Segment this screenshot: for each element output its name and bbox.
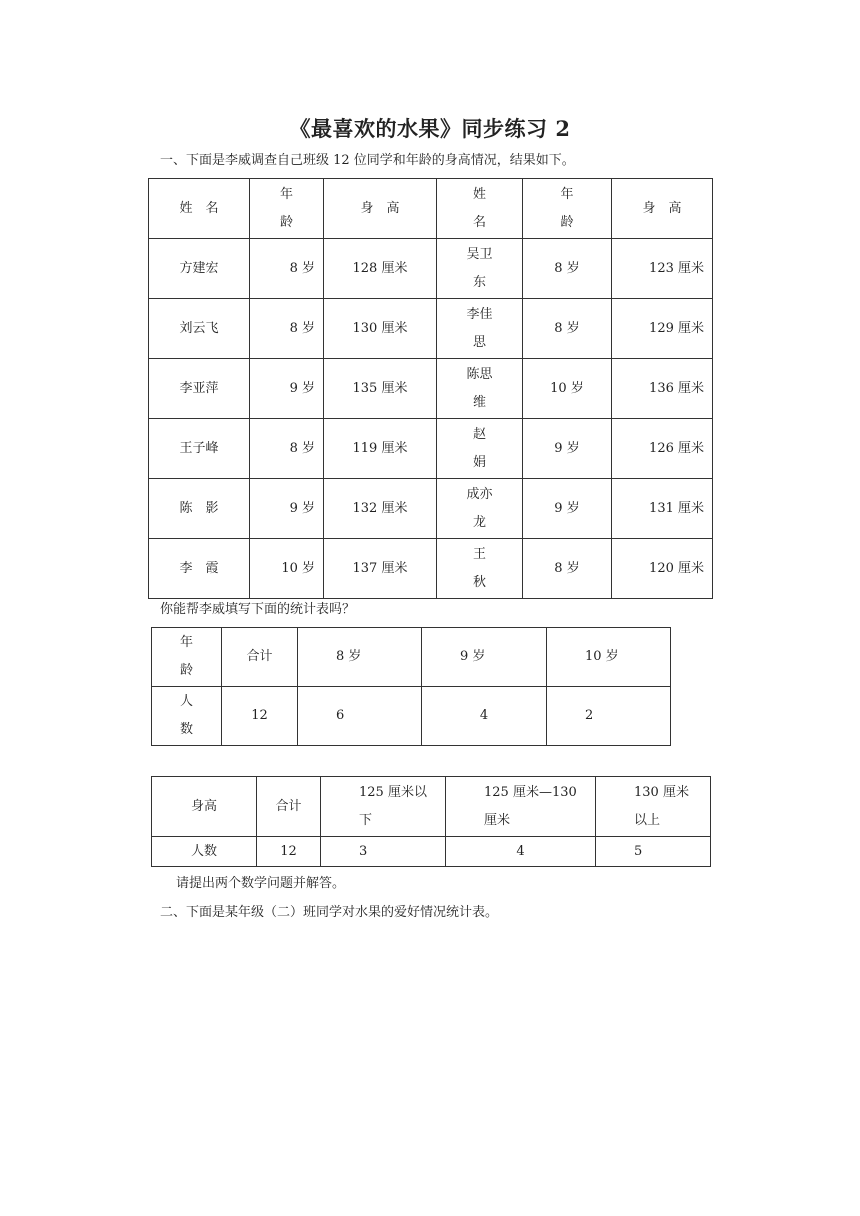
table-row <box>149 479 713 539</box>
height-count-over-130: 5 <box>596 837 711 867</box>
header-age-2: 年 龄 <box>523 179 612 239</box>
height-count-row <box>152 837 711 867</box>
height-header-total: 合计 <box>257 777 321 837</box>
student-name-2: 成亦 龙 <box>437 479 523 539</box>
count-row-label: 人 数 <box>152 687 222 746</box>
student-name: 刘云飞 <box>149 299 250 359</box>
student-name: 方建宏 <box>149 239 250 299</box>
height-count-under-125: 3 <box>321 837 446 867</box>
question-1-followup: 请提出两个数学问题并解答。 <box>176 876 346 891</box>
student-height: 132 厘米 <box>324 479 437 539</box>
height-count-label: 人数 <box>152 837 257 867</box>
age-header-8: 8 岁 <box>298 628 422 687</box>
table-row <box>149 239 713 299</box>
header-height: 身 高 <box>324 179 437 239</box>
student-age-2: 8 岁 <box>523 239 612 299</box>
age-header-10: 10 岁 <box>547 628 671 687</box>
header-height-2: 身 高 <box>612 179 713 239</box>
age-header-row <box>152 628 671 687</box>
student-age: 8 岁 <box>250 419 324 479</box>
student-age-2: 8 岁 <box>523 539 612 599</box>
student-name: 李亚萍 <box>149 359 250 419</box>
height-header-over-130: 130 厘米 以上 <box>596 777 711 837</box>
table-row <box>149 539 713 599</box>
student-name: 王子峰 <box>149 419 250 479</box>
table-row <box>149 299 713 359</box>
height-header-row <box>152 777 711 837</box>
age-count-row <box>152 687 671 746</box>
student-height-2: 123 厘米 <box>612 239 713 299</box>
height-count-125-130: 4 <box>446 837 596 867</box>
page-title: 《最喜欢的水果》同步练习 2 <box>289 116 571 141</box>
student-height: 130 厘米 <box>324 299 437 359</box>
age-row-label: 年 龄 <box>152 628 222 687</box>
question-2-intro: 二、下面是某年级（二）班同学对水果的爱好情况统计表。 <box>160 905 499 920</box>
student-name-2: 陈思 维 <box>437 359 523 419</box>
height-header-under-125: 125 厘米以 下 <box>321 777 446 837</box>
survey-header-row <box>149 179 713 239</box>
student-height-2: 120 厘米 <box>612 539 713 599</box>
student-name-2: 王 秋 <box>437 539 523 599</box>
student-name-2: 赵 娟 <box>437 419 523 479</box>
survey-table <box>148 178 713 599</box>
student-age-2: 9 岁 <box>523 479 612 539</box>
student-age-2: 9 岁 <box>523 419 612 479</box>
student-name: 陈 影 <box>149 479 250 539</box>
student-age: 8 岁 <box>250 239 324 299</box>
student-age: 9 岁 <box>250 479 324 539</box>
student-height: 135 厘米 <box>324 359 437 419</box>
student-age: 10 岁 <box>250 539 324 599</box>
age-stats-table <box>151 627 671 746</box>
student-height: 119 厘米 <box>324 419 437 479</box>
age-header-9: 9 岁 <box>422 628 547 687</box>
student-height-2: 136 厘米 <box>612 359 713 419</box>
student-age: 8 岁 <box>250 299 324 359</box>
student-age-2: 10 岁 <box>523 359 612 419</box>
count-total: 12 <box>222 687 298 746</box>
student-age: 9 岁 <box>250 359 324 419</box>
student-height: 128 厘米 <box>324 239 437 299</box>
header-name: 姓 名 <box>149 179 250 239</box>
height-header-label: 身高 <box>152 777 257 837</box>
student-name-2: 吴卫 东 <box>437 239 523 299</box>
student-height-2: 131 厘米 <box>612 479 713 539</box>
question-1-intro: 一、下面是李威调查自己班级 12 位同学和年龄的身高情况，结果如下。 <box>160 153 575 168</box>
height-count-total: 12 <box>257 837 321 867</box>
student-height: 137 厘米 <box>324 539 437 599</box>
count-8: 6 <box>298 687 422 746</box>
table-row <box>149 359 713 419</box>
student-name: 李 霞 <box>149 539 250 599</box>
header-name-2: 姓 名 <box>437 179 523 239</box>
header-age: 年 龄 <box>250 179 324 239</box>
student-height-2: 129 厘米 <box>612 299 713 359</box>
height-header-125-130: 125 厘米—130 厘米 <box>446 777 596 837</box>
question-1-ask: 你能帮李威填写下面的统计表吗？ <box>160 602 356 617</box>
student-name-2: 李佳 思 <box>437 299 523 359</box>
student-height-2: 126 厘米 <box>612 419 713 479</box>
table-row <box>149 419 713 479</box>
height-stats-table <box>151 776 711 867</box>
age-header-total: 合计 <box>222 628 298 687</box>
count-9: 4 <box>422 687 547 746</box>
student-age-2: 8 岁 <box>523 299 612 359</box>
count-10: 2 <box>547 687 671 746</box>
